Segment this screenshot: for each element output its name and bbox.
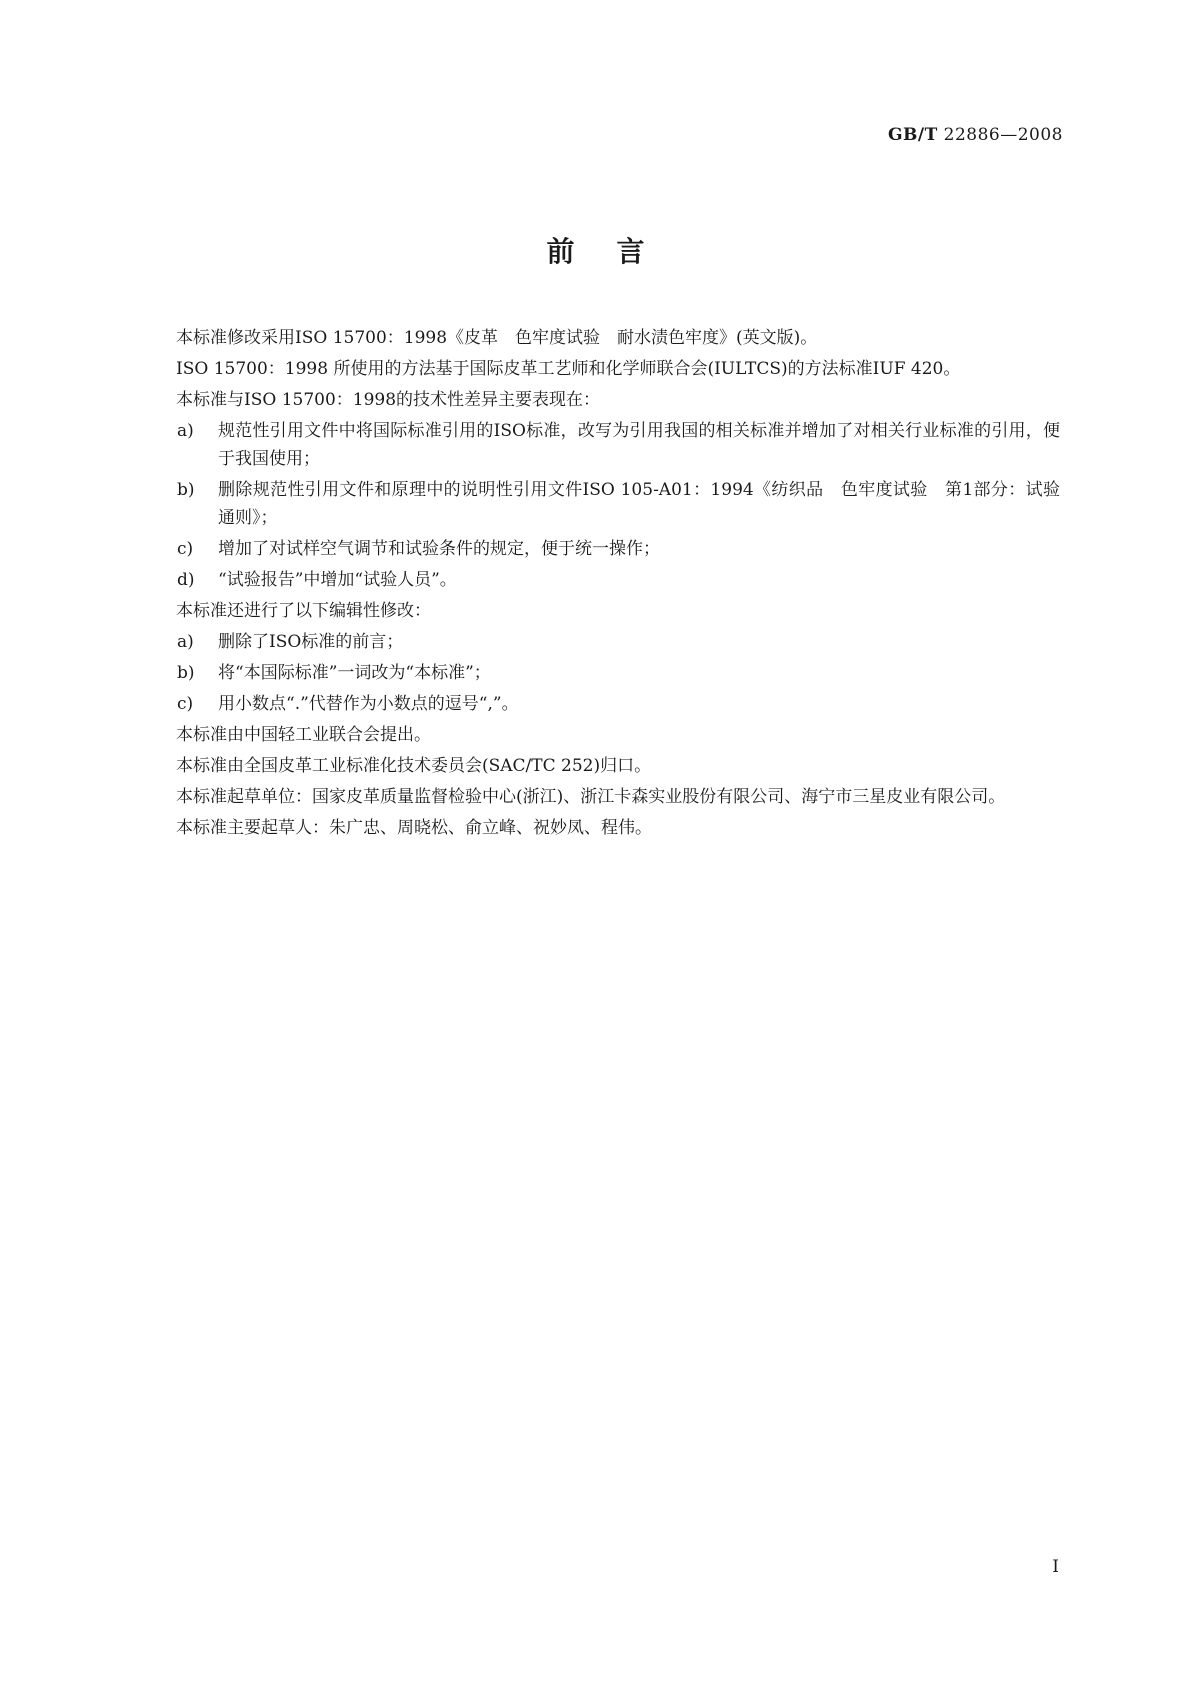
list-item [130, 566, 1060, 594]
paragraph-technical-differences: 本标准与ISO 15700：1998的技术性差异主要表现在： [176, 390, 601, 410]
paragraph-method-basis: ISO 15700：1998 所使用的方法基于国际皮革工艺师和化学师联合会(IULTCS)的方法标准IUF 420。 [176, 359, 961, 379]
list-item-marker: a) [177, 632, 194, 652]
list-item [130, 535, 1060, 563]
paragraph-drafters: 本标准主要起草人：朱广忠、周晓松、俞立峰、祝妙凤、程伟。 [176, 818, 652, 838]
standard-code-prefix: GB/T [888, 125, 938, 145]
list-item-text: 用小数点“.”代替作为小数点的逗号“,”。 [218, 694, 519, 714]
paragraph-proposer: 本标准由中国轻工业联合会提出。 [176, 725, 431, 745]
standard-code-number: 22886—2008 [943, 125, 1063, 145]
page-number: I [1052, 1557, 1059, 1577]
list-item-marker: d) [177, 570, 195, 590]
list-item-text: 将“本国际标准”一词改为“本标准”； [218, 663, 491, 683]
list-item-text: 删除了ISO标准的前言； [218, 632, 404, 652]
list-item [130, 659, 1060, 687]
foreword-body [130, 324, 1060, 845]
page-title: 前言 [546, 235, 687, 268]
list-item-marker: a) [177, 421, 194, 441]
list-item [130, 628, 1060, 656]
list-item [130, 690, 1060, 718]
list-item [130, 417, 1060, 473]
list-item [130, 476, 1060, 532]
list-item-marker: c) [177, 694, 194, 714]
list-item-text: 删除规范性引用文件和原理中的说明性引用文件ISO 105-A01：1994《纺织品 色牢度试验 第1部分：试验通则》； [218, 480, 1060, 528]
paragraph-drafting-units: 本标准起草单位：国家皮革质量监督检验中心(浙江)、浙江卡森实业股份有限公司、海宁市三星皮业有限公司。 [176, 787, 1006, 807]
paragraph-editorial-changes: 本标准还进行了以下编辑性修改： [176, 601, 431, 621]
paragraph-centralized: 本标准由全国皮革工业标准化技术委员会(SAC/TC 252)归口。 [176, 756, 652, 776]
list-item-marker: c) [177, 539, 194, 559]
list-item-marker: b) [177, 480, 195, 500]
list-item-text: 增加了对试样空气调节和试验条件的规定，便于统一操作； [218, 539, 660, 559]
list-item-marker: b) [177, 663, 195, 683]
standard-code [888, 125, 1063, 145]
paragraph-adoption: 本标准修改采用ISO 15700：1998《皮革 色牢度试验 耐水渍色牢度》(英文版)。 [176, 328, 818, 348]
list-item-text: 规范性引用文件中将国际标准引用的ISO标准，改写为引用我国的相关标准并增加了对相关行业标准的引用，便于我国使用； [218, 421, 1060, 469]
list-item-text: “试验报告”中增加“试验人员”。 [218, 570, 457, 590]
